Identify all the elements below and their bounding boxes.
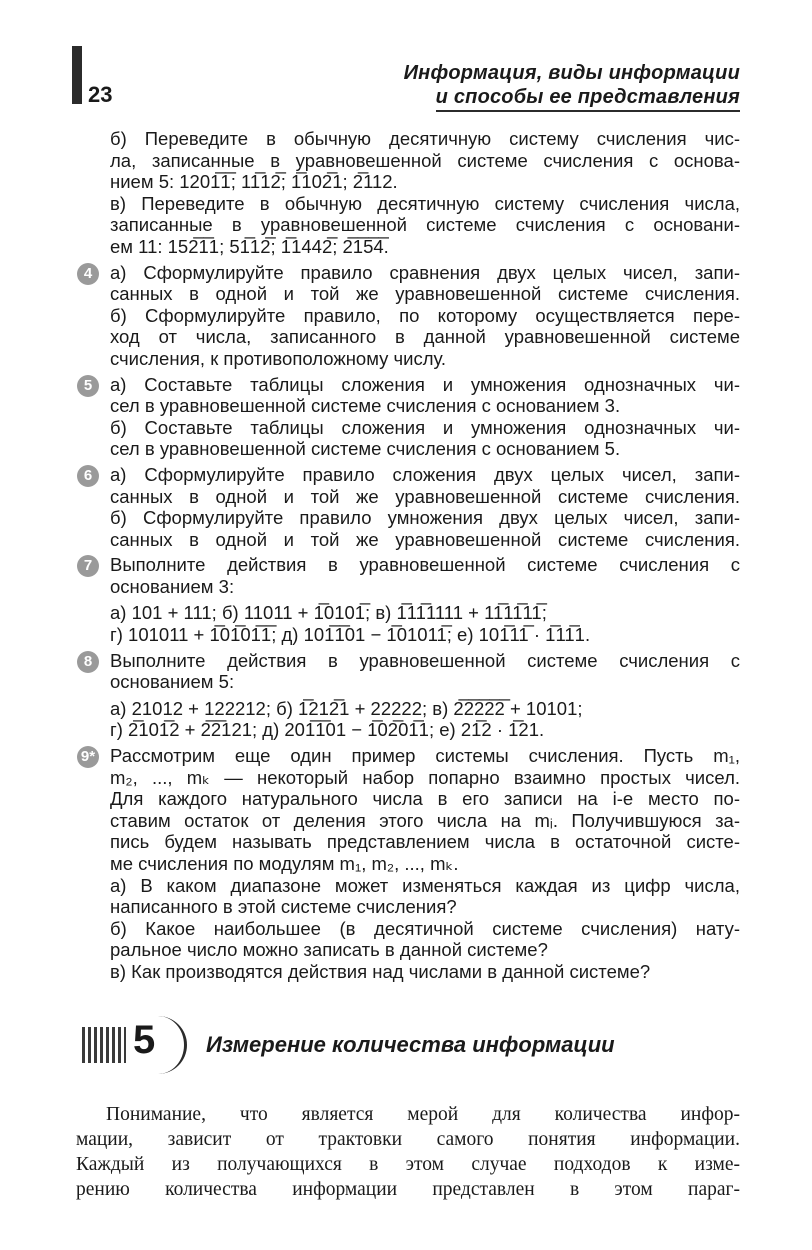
exercise-line: санных в одной и той же уравновешенной системе счисления. <box>110 485 740 507</box>
exercise-line: ме счисления по модулям m₁, m₂, ..., mₖ. <box>110 853 459 874</box>
exercise-line: б) Сформулируйте правило умножения двух целых чисел, запи- <box>110 507 740 529</box>
exercise-line: сел в уравновешенной системе счисления с основанием 5. <box>110 438 621 460</box>
running-title-line-1: Информация, виды информации <box>403 62 740 84</box>
exercise-line: б) Какое наибольшее (в десятичной системе счисления) нату- <box>110 917 740 939</box>
exercise-line: ем 11: 152̅1̅1; 51̅12̅; 1̅1442̅; 2̅1̅5̅4̅. <box>110 235 389 257</box>
header-margin-bar <box>72 46 82 104</box>
exercise-line: пись будем называть представлением числа в остаточной систе- <box>110 831 740 853</box>
exercise-line: в) Переведите в обычную десятичную систему счисления числа, <box>110 192 740 214</box>
section-marker-icon <box>82 1027 126 1063</box>
exercise-number-badge: 6 <box>77 465 99 487</box>
exercise-line: ход от числа, записанного в данной уравновешенной системе <box>110 326 740 348</box>
section-title: Измерение количества информации <box>206 1032 615 1057</box>
paragraph-line: Каждый из получающихся в этом случае подходов к изме- <box>76 1154 740 1175</box>
exercise-line: Выполните действия в уравновешенной системе счисления с <box>110 554 740 576</box>
paragraph-line: мации, зависит от трактовки самого понятия информации. <box>76 1129 740 1150</box>
task-line: а) 101 + 111; б) 11011 + 1̅0101̅; в) 1̅11̅1111 + 11̅11̅11̅; <box>110 602 547 624</box>
exercise-line: счисления, к противоположному числу. <box>110 347 447 369</box>
exercise-line: сел в уравновешенной системе счисления с основанием 3. <box>110 395 621 417</box>
intro-paragraph <box>76 1102 740 1202</box>
exercise-line: б) Сформулируйте правило, по которому осуществляется пере- <box>110 304 740 326</box>
exercise-5 <box>83 373 740 460</box>
exercise-number-badge: 8 <box>77 651 99 673</box>
exercise-line: Для каждого натурального числа в его записи на i-е место по- <box>110 788 740 810</box>
exercise-line: нием 5: 1201̅1̅; 11̅12̅; 1̅102̅1; 2̅112. <box>110 171 398 193</box>
task-line: г) 101011 + 1̅01̅01̅1̅; д) 101̅1̅01 − 1̅01011̅; е) 101̅11̅ · 1̅11̅1. <box>110 624 591 646</box>
exercise-line: Рассмотрим еще один пример системы счисления. Пусть m₁, <box>110 745 740 767</box>
exercise-line: записанные в уравновешенной системе счисления с основани- <box>110 214 740 236</box>
exercise-line: а) Сформулируйте правило сложения двух целых чисел, запи- <box>110 463 740 485</box>
exercise-number-badge: 7 <box>77 555 99 577</box>
exercise-line: основанием 3: <box>110 575 235 597</box>
task-line: г) 2̅101̅2 + 2̅2̅121; д) 201̅1̅01 − 1̅02̅01̅1; е) 21̅2 · 1̅21. <box>110 719 545 741</box>
exercise-line: в) Как производятся действия над числами в данной системе? <box>110 960 651 982</box>
exercise-3-continued <box>110 128 740 258</box>
exercise-line: ральное число можно записать в данной системе? <box>110 939 548 961</box>
exercise-line: основанием 5: <box>110 671 235 693</box>
exercise-line: написанного в этой системе счисления? <box>110 896 457 918</box>
exercise-line: ла, записанные в уравновешенной системе счисления с основа- <box>110 149 740 171</box>
exercise-line: б) Переведите в обычную десятичную систему счисления чис- <box>110 128 740 149</box>
section-number: 5 <box>133 1018 156 1062</box>
exercise-6 <box>83 463 740 550</box>
exercise-line: а) Составьте таблицы сложения и умножения однозначных чи- <box>110 373 740 395</box>
exercise-number-badge: 9* <box>77 746 99 768</box>
paragraph-line: рению количества информации представлен в этом параг- <box>76 1179 740 1200</box>
exercise-line: санных в одной и той же уравновешенной системе счисления. <box>110 283 740 305</box>
exercise-line: а) В каком диапазоне может изменяться каждая из цифр числа, <box>110 874 740 896</box>
exercise-line: Выполните действия в уравновешенной системе счисления с <box>110 649 740 671</box>
paragraph-line: Понимание, что является мерой для количества инфор- <box>106 1104 740 1125</box>
exercise-line: а) Сформулируйте правило сравнения двух целых чисел, запи- <box>110 261 740 283</box>
task-line: а) 21012 + 122212; б) 1̅212̅1 + 22222; в) 2̅2̅2̅2̅2̅ + 10101; <box>110 697 583 719</box>
exercise-7 <box>83 554 740 646</box>
exercise-9 <box>80 745 740 983</box>
exercise-line: m₂, ..., mₖ — некоторый набор попарно взаимно простых чисел. <box>110 766 740 788</box>
running-title-line-2: и способы ее представления <box>436 86 740 112</box>
page-number: 23 <box>88 82 113 107</box>
exercise-number-badge: 4 <box>77 263 99 285</box>
exercise-8 <box>83 649 740 741</box>
exercise-4 <box>83 261 740 370</box>
exercise-number-badge: 5 <box>77 375 99 397</box>
exercise-line: санных в одной и той же уравновешенной системе счисления. <box>110 528 740 550</box>
exercise-list <box>80 128 740 987</box>
exercise-line: ставим остаток от деления этого числа на mᵢ. Получившуюся за- <box>110 809 740 831</box>
exercise-line: б) Составьте таблицы сложения и умножения однозначных чи- <box>110 416 740 438</box>
